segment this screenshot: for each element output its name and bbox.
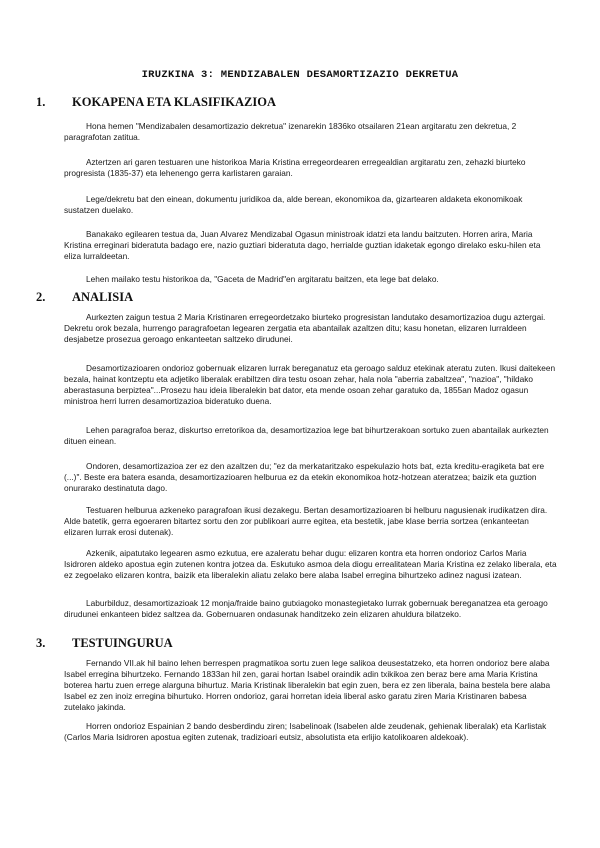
section-title: TESTUINGURUA [72,636,173,650]
paragraph: Banakako egilearen testua da, Juan Alvarez Mendizabal Ogasun ministroak idatzi eta landu baitzuten. Horren arira, Maria Kristina erreginari bideratuta badago ere, nazio guztiari bideratuta dago, herrialde guztian idaketak egongo direlako esku-hilen eta eliza lurraldeetan. [64,229,541,261]
section-title: ANALISIA [72,290,134,304]
paragraph: Aztertzen ari garen testuaren une historikoa Maria Kristina erregeordearen erregealdian argitaratu zen, zehazki biurteko progresista (1835-37) eta lehenengo gerra karlistaren garaian. [64,157,526,178]
section-number: 2. [36,290,46,304]
paragraph: Ondoren, desamortizazioa zer ez den azaltzen du; "ez da merkataritzako espekulazio hots bat, ezta kreditu-eragiketa bat ere (...)". Beste era batera esanda, desamortizazioaren helburua ez da etekin ekonomikoa hotz-hotzean ateratzea; baizik eta guztion onurarako destinatuta dago. [64,461,545,493]
paragraph: Laburbilduz, desamortizazioak 12 monja/fraide baino gutxiagoko monastegietako lurrak gobernuak bereganatzea eta geroago dirudunei enkanteen bidez saltzea da. Gobernuaren ondasunak handitzeko zein elizaren ahuldura bilatzeko. [64,598,548,619]
paragraph: Lehen paragrafoa beraz, diskurtso erretorikoa da, desamortizazioa lege bat bihurtzerakoan sortuko zuen abantailak aurkezten dituen einean. [64,425,549,446]
paragraph: Azkenik, aipatutako legearen asmo ezkutua, ere azaleratu behar dugu: elizaren kontra eta horren ondorioz Carlos Maria Isidroren aldeko apostua egin zutenen kontra jotzea da. Eskutuko asmoa dela diogu errealitatean Maria Kristina ez zelako liberala, eta ez zegoelako elizaren kontra, baizik eta liberalekin aliatu zelako bere alaba Isabel erregina bihurtzeko adinez nagusi izatean. [64,548,557,580]
paragraph: Fernando VII.ak hil baino lehen berrespen pragmatikoa sortu zuen lege salikoa deusestatzeko, eta horren ondorioz bere alaba Isabel erregina bihurtzeko. Fernando 1833an hil zen, garai hortan Isabel oraindik adin txikikoa zen beraz bere ama Maria Kristina boterea hartu zuen errege alarguna bihurtuz. Maria Kristinak liberalekin bat egin zuen, bera ez zen liberala, baina bestela bere alaba Isabel ez zen inoiz erregina bihurtuko. Horren ondorioz, garai horretan ideia liberal asko garatu ziren Maria Kristinaren babesa zutelako jakinda. [64,658,551,712]
paragraph: Desamortizazioaren ondorioz gobernuak elizaren lurrak bereganatuz eta geroago salduz etekinak ateratu zuten. Ikusi daitekeen bezala, hainat kontzeptu eta adjetiko liberalak erabiltzen dira testu osoan zehar, hala nola "aberria zabaltzea", "nazioa", "hildako aberastasuna berpiztea"...Prosezu hau ideia liberalekin bat dator, eta mende osoan zehar garatuko da, 1855an Madoz ogasun ministroa herri lurren desamortizazioa bideratuko duena. [64,363,556,406]
section-number: 1. [36,95,46,109]
section-number: 3. [36,636,46,650]
section-heading [36,636,173,651]
paragraph: Lege/dekretu bat den einean, dokumentu juridikoa da, alde berean, ekonomikoa da, gizartearen aldaketa ekonomikoak sustatzen duelako. [64,194,523,215]
section-title: KOKAPENA ETA KLASIFIKAZIOA [72,95,276,109]
document-title: IRUZKINA 3: MENDIZABALEN DESAMORTIZAZIO DEKRETUA [141,69,459,81]
paragraph: Testuaren helburua azkeneko paragrafoan ikusi dezakegu. Bertan desamortizazioaren bi helburu nagusienak irudikatzen dira. Alde batetik, gerra egoeraren bitartez sortu den zor publikoari aurre egitea, eta bestetik, jabe klase berria sortzea (enkanteetan elizaren lurrak erosi dutenak). [64,505,548,537]
paragraph: Hona hemen "Mendizabalen desamortizazio dekretua" izenarekin 1836ko otsailaren 21ean argitaratu zen dekretua, 2 paragrafotan zatitua. [64,121,517,142]
paragraph: Horren ondorioz Espainian 2 bando desberdindu ziren; Isabelinoak (Isabelen alde zeudenak, gehienak liberalak) eta Karlistak (Carlos Maria Isidroren apostua egiten zutenak, tradizioari eutsiz, absolutista eta erlijio katolikoaren aldekoak). [64,721,547,742]
paragraph: Aurkezten zaigun testua 2 Maria Kristinaren erregeordetzako biurteko progresistan landutako desamortizazioa dugu aztergai. Dekretu orok bezala, hurrengo paragrafoetan legearen zergatia eta abantailak azaltzen ditu; kasu honetan, elizaren lurraldeen desjabetze prosezua geroago enkanteetan saltzeko dirudunei. [64,312,546,344]
paragraph: Lehen mailako testu historikoa da, "Gaceta de Madrid"en argitaratu baitzen, eta lege bat delako. [86,274,439,284]
section-heading [36,290,133,305]
section-heading [36,95,276,110]
